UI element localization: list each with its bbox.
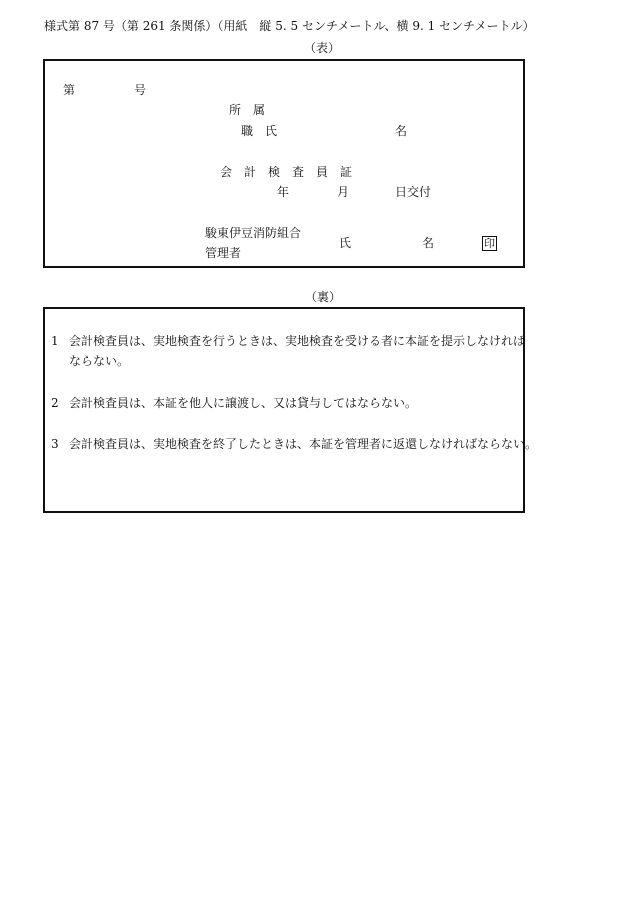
note-1-number: 1	[51, 334, 59, 348]
note-1-text: 会計検査員は、実地検査を行うときは、実地検査を受ける者に本証を提示しなければ	[69, 334, 526, 348]
number-prefix: 第	[63, 83, 76, 97]
back-side-label: （裏）	[305, 290, 342, 304]
name-label: 名	[395, 124, 408, 138]
note-3-text: 会計検査員は、実地検査を終了したときは、本証を管理者に返還しなければならない。	[69, 437, 538, 451]
date-month-label: 月	[337, 185, 350, 199]
position-name-label: 職 氏	[241, 124, 278, 138]
date-year-label: 年	[277, 185, 290, 199]
certificate-front	[43, 59, 525, 268]
note-3-number: 3	[51, 437, 59, 451]
administrator-title: 管理者	[205, 246, 242, 260]
certificate-back	[43, 307, 538, 513]
seal-mark	[482, 236, 497, 251]
note-2-number: 2	[51, 396, 59, 410]
affiliation-label: 所 属	[229, 103, 266, 117]
note-1-text-continued: ならない。	[69, 354, 130, 368]
certificate-title: 会 計 検 査 員 証	[220, 165, 353, 179]
front-side-label: （表）	[304, 41, 341, 55]
organization-name: 駿東伊豆消防組合	[205, 226, 302, 240]
note-2-text: 会計検査員は、本証を他人に譲渡し、又は貸与してはならない。	[69, 396, 418, 410]
seal-icon: 印	[484, 237, 495, 250]
number-suffix: 号	[134, 83, 147, 97]
date-issued-label: 日交付	[395, 185, 432, 199]
admin-name-label-mei: 名	[422, 236, 435, 250]
admin-name-label-shi: 氏	[339, 236, 352, 250]
form-title: 様式第 87 号（第 261 条関係）（用紙 縦 5. 5 センチメートル、横 9. 1 センチメートル）	[44, 19, 535, 33]
